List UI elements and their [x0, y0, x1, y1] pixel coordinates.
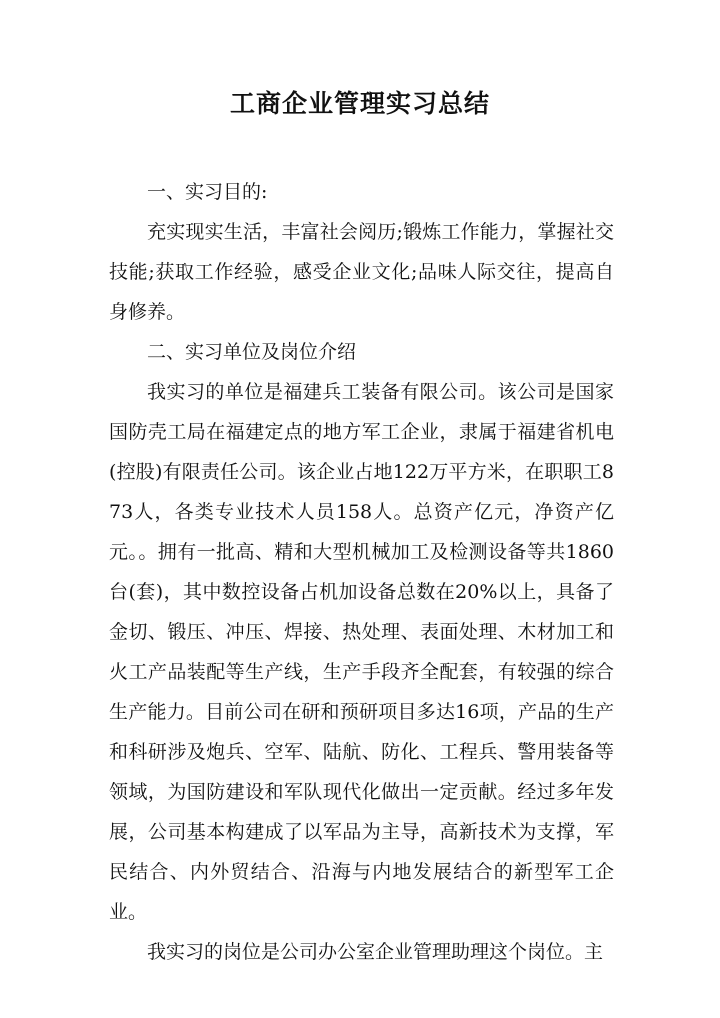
- document-body: [109, 172, 614, 972]
- section-heading-unit-intro: 二、实习单位及岗位介绍: [147, 341, 357, 363]
- paragraph-position-intro: 我实习的岗位是公司办公室企业管理助理这个岗位。主: [147, 941, 604, 963]
- section-heading-purpose: 一、实习目的:: [147, 181, 268, 203]
- document-title: 工商企业管理实习总结: [229, 89, 490, 118]
- paragraph-company-intro: 我实习的单位是福建兵工装备有限公司。该公司是国家国防壳工局在福建定点的地方军工企业，隶属于福建省机电(控股)有限责任公司。该企业占地122万平方米，在职职工873人，各类专业技术人员158人。总资产亿元，净资产亿元。。拥有一批高、精和大型机械加工及检测设备等共1860台(套)，其中数控设备占机加设备总数在20%以上，具备了金切、锻压、冲压、焊接、热处理、表面处理、木材加工和火工产品装配等生产线，生产手段齐全配套，有较强的综合生产能力。目前公司在研和预研项目多达16项，产品的生产和科研涉及炮兵、空军、陆航、防化、工程兵、警用装备等领域，为国防建设和军队现代化做出一定贡献。经过多年发展，公司基本构建成了以军品为主导，高新技术为支撑，军民结合、内外贸结合、沿海与内地发展结合的新型军工企业。: [109, 381, 614, 923]
- paragraph-purpose: 充实现实生活，丰富社会阅历;锻炼工作能力，掌握社交技能;获取工作经验，感受企业文化;品味人际交往，提高自身修养。: [109, 221, 614, 323]
